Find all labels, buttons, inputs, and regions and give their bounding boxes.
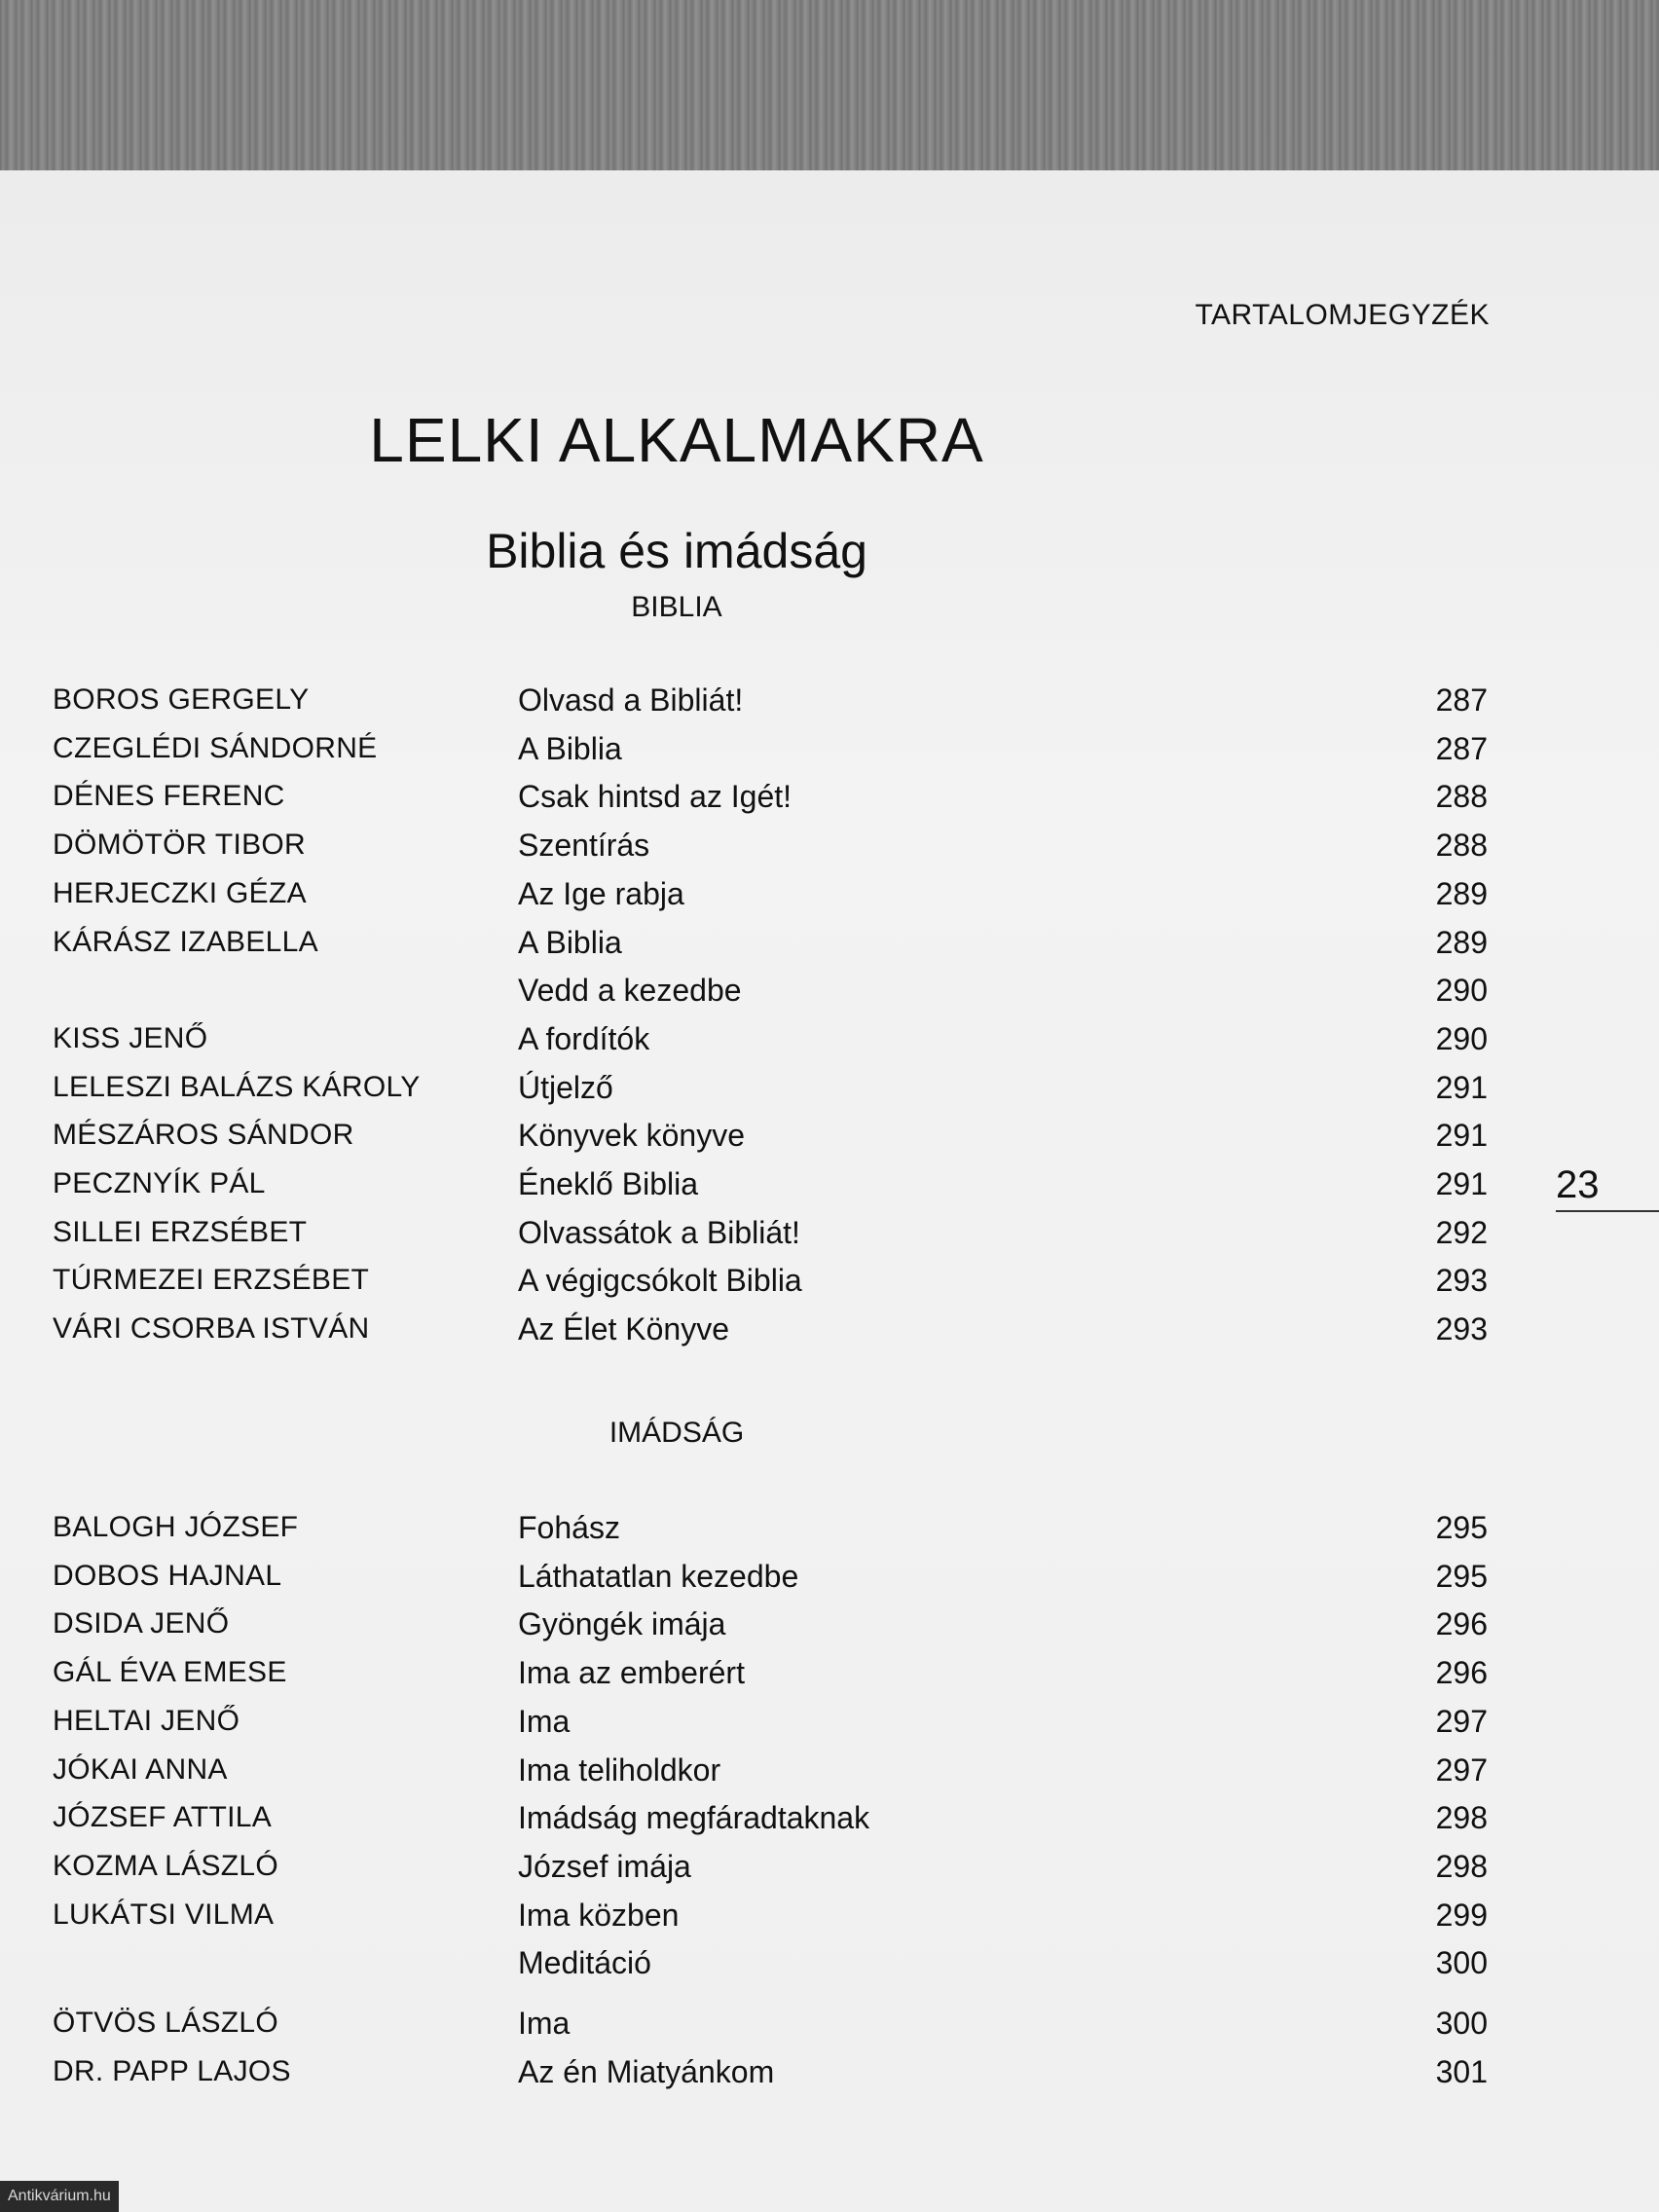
entry-author: JÓKAI ANNA: [53, 1752, 228, 1786]
entry-page-number: 297: [1435, 1751, 1488, 1788]
toc-entry: [0, 1015, 1659, 1062]
entry-title: Az Élet Könyve: [518, 1311, 729, 1347]
entry-author: JÓZSEF ATTILA: [53, 1801, 273, 1834]
entry-author: SILLEI ERZSÉBET: [53, 1215, 308, 1248]
entry-author: BOROS GERGELY: [53, 683, 310, 716]
toc-entry: [0, 822, 1659, 868]
entry-author: KÁRÁSZ IZABELLA: [53, 925, 318, 958]
entry-page-number: 288: [1435, 828, 1488, 864]
toc-entry: [0, 1064, 1659, 1111]
toc-entry: [0, 1601, 1659, 1647]
entry-page-number: 296: [1435, 1606, 1488, 1642]
entry-page-number: 298: [1435, 1848, 1488, 1884]
entry-page-number: 291: [1435, 1069, 1488, 1105]
toc-entry: [0, 1892, 1659, 1938]
entry-page-number: 298: [1435, 1800, 1488, 1836]
entry-title: Vedd a kezedbe: [518, 973, 742, 1009]
entry-page-number: 295: [1435, 1510, 1488, 1545]
toc-entry: [0, 967, 1659, 1014]
toc-entry: [0, 1843, 1659, 1890]
entry-author: KOZMA LÁSZLÓ: [53, 1849, 278, 1882]
entry-title: Csak hintsd az Igét!: [518, 779, 793, 815]
toc-entry: [0, 1939, 1659, 1986]
entry-page-number: 300: [1435, 2006, 1488, 2041]
entry-page-number: 287: [1435, 682, 1488, 718]
entry-page-number: 290: [1435, 973, 1488, 1009]
entry-author: KISS JENŐ: [53, 1021, 208, 1054]
main-title: LELKI ALKALMAKRA: [369, 405, 984, 475]
entry-title: Szentírás: [518, 828, 650, 864]
entry-title: A Biblia: [518, 730, 622, 766]
entry-title: Ima teliholdkor: [518, 1751, 721, 1788]
toc-entry: [0, 1794, 1659, 1841]
entry-page-number: 289: [1435, 875, 1488, 911]
entry-page-number: 288: [1435, 779, 1488, 815]
entry-title: Láthatatlan kezedbe: [518, 1558, 799, 1594]
entry-author: PECZNYÍK PÁL: [53, 1167, 266, 1199]
entry-author: VÁRI CSORBA ISTVÁN: [53, 1312, 370, 1346]
entry-title: Meditáció: [518, 1945, 651, 1981]
background-surface: [0, 0, 1659, 175]
section-heading-biblia: BIBLIA: [631, 591, 722, 623]
entry-author: DR. PAPP LAJOS: [53, 2054, 291, 2087]
entry-page-number: 301: [1435, 2053, 1488, 2089]
entry-title: Olvasd a Bibliát!: [518, 682, 744, 718]
entry-page-number: 300: [1435, 1945, 1488, 1981]
entry-title: József imája: [518, 1848, 691, 1884]
entry-author: MÉSZÁROS SÁNDOR: [53, 1119, 354, 1152]
entry-page-number: 297: [1435, 1703, 1488, 1739]
entry-title: Gyöngék imája: [518, 1606, 726, 1642]
entry-author: LELESZI BALÁZS KÁROLY: [53, 1070, 421, 1103]
entry-page-number: 291: [1435, 1118, 1488, 1154]
entry-author: DÖMÖTÖR TIBOR: [53, 829, 307, 862]
toc-entry: [0, 1209, 1659, 1256]
toc-entry: [0, 2048, 1659, 2095]
entry-title: Könyvek könyve: [518, 1118, 746, 1154]
entry-page-number: 290: [1435, 1020, 1488, 1056]
entry-author: GÁL ÉVA EMESE: [53, 1656, 287, 1689]
entry-page-number: 293: [1435, 1311, 1488, 1347]
entry-title: Fohász: [518, 1510, 620, 1545]
entry-author: LUKÁTSI VILMA: [53, 1898, 275, 1931]
page-number: 23: [1556, 1163, 1600, 1206]
entry-page-number: 292: [1435, 1214, 1488, 1250]
entry-title: Imádság megfáradtaknak: [518, 1800, 870, 1836]
folio-rule: [1556, 1210, 1659, 1212]
entry-page-number: 299: [1435, 1897, 1488, 1933]
toc-entry: [0, 1698, 1659, 1745]
entry-author: CZEGLÉDI SÁNDORNÉ: [53, 731, 378, 764]
toc-entry: [0, 1747, 1659, 1793]
toc-entry: [0, 1553, 1659, 1600]
toc-entry: [0, 870, 1659, 917]
entry-page-number: 295: [1435, 1558, 1488, 1594]
entry-author: DÉNES FERENC: [53, 780, 285, 813]
entry-title: Ima az emberért: [518, 1655, 745, 1691]
entry-page-number: 289: [1435, 924, 1488, 960]
entry-page-number: 293: [1435, 1263, 1488, 1299]
toc-entry: [0, 2000, 1659, 2046]
toc-entry: [0, 1161, 1659, 1207]
toc-entry: [0, 919, 1659, 966]
toc-entry: [0, 1649, 1659, 1696]
entry-author: HELTAI JENŐ: [53, 1704, 240, 1737]
entry-title: Az én Miatyánkom: [518, 2053, 775, 2089]
entry-title: Útjelző: [518, 1069, 613, 1105]
subtitle: Biblia és imádság: [486, 524, 867, 578]
entry-title: Ima: [518, 1703, 571, 1739]
toc-entry: [0, 1257, 1659, 1304]
entry-page-number: 296: [1435, 1655, 1488, 1691]
entry-author: ÖTVÖS LÁSZLÓ: [53, 2007, 278, 2039]
entry-title: Az Ige rabja: [518, 875, 684, 911]
entry-author: HERJECZKI GÉZA: [53, 876, 307, 909]
toc-entry: [0, 725, 1659, 772]
entry-title: Ima közben: [518, 1897, 680, 1933]
book-page: [0, 170, 1659, 2212]
entry-title: A fordítók: [518, 1020, 650, 1056]
entry-title: Olvassátok a Bibliát!: [518, 1214, 800, 1250]
entry-page-number: 291: [1435, 1166, 1488, 1201]
entry-author: DOBOS HAJNAL: [53, 1559, 282, 1592]
entry-title: A végigcsókolt Biblia: [518, 1263, 802, 1299]
section-heading-imadsag: IMÁDSÁG: [608, 1417, 745, 1449]
entry-author: TÚRMEZEI ERZSÉBET: [53, 1264, 370, 1297]
toc-entry: [0, 1504, 1659, 1551]
entry-title: Éneklő Biblia: [518, 1166, 698, 1201]
running-head: TARTALOMJEGYZÉK: [1195, 299, 1490, 331]
toc-entry: [0, 677, 1659, 723]
entry-title: A Biblia: [518, 924, 622, 960]
entry-author: BALOGH JÓZSEF: [53, 1511, 299, 1543]
entry-title: Ima: [518, 2006, 571, 2041]
toc-entry: [0, 773, 1659, 820]
watermark: Antikvárium.hu: [0, 2181, 119, 2212]
toc-entry: [0, 1306, 1659, 1352]
toc-entry: [0, 1112, 1659, 1159]
entry-author: DSIDA JENŐ: [53, 1607, 230, 1641]
entry-page-number: 287: [1435, 730, 1488, 766]
